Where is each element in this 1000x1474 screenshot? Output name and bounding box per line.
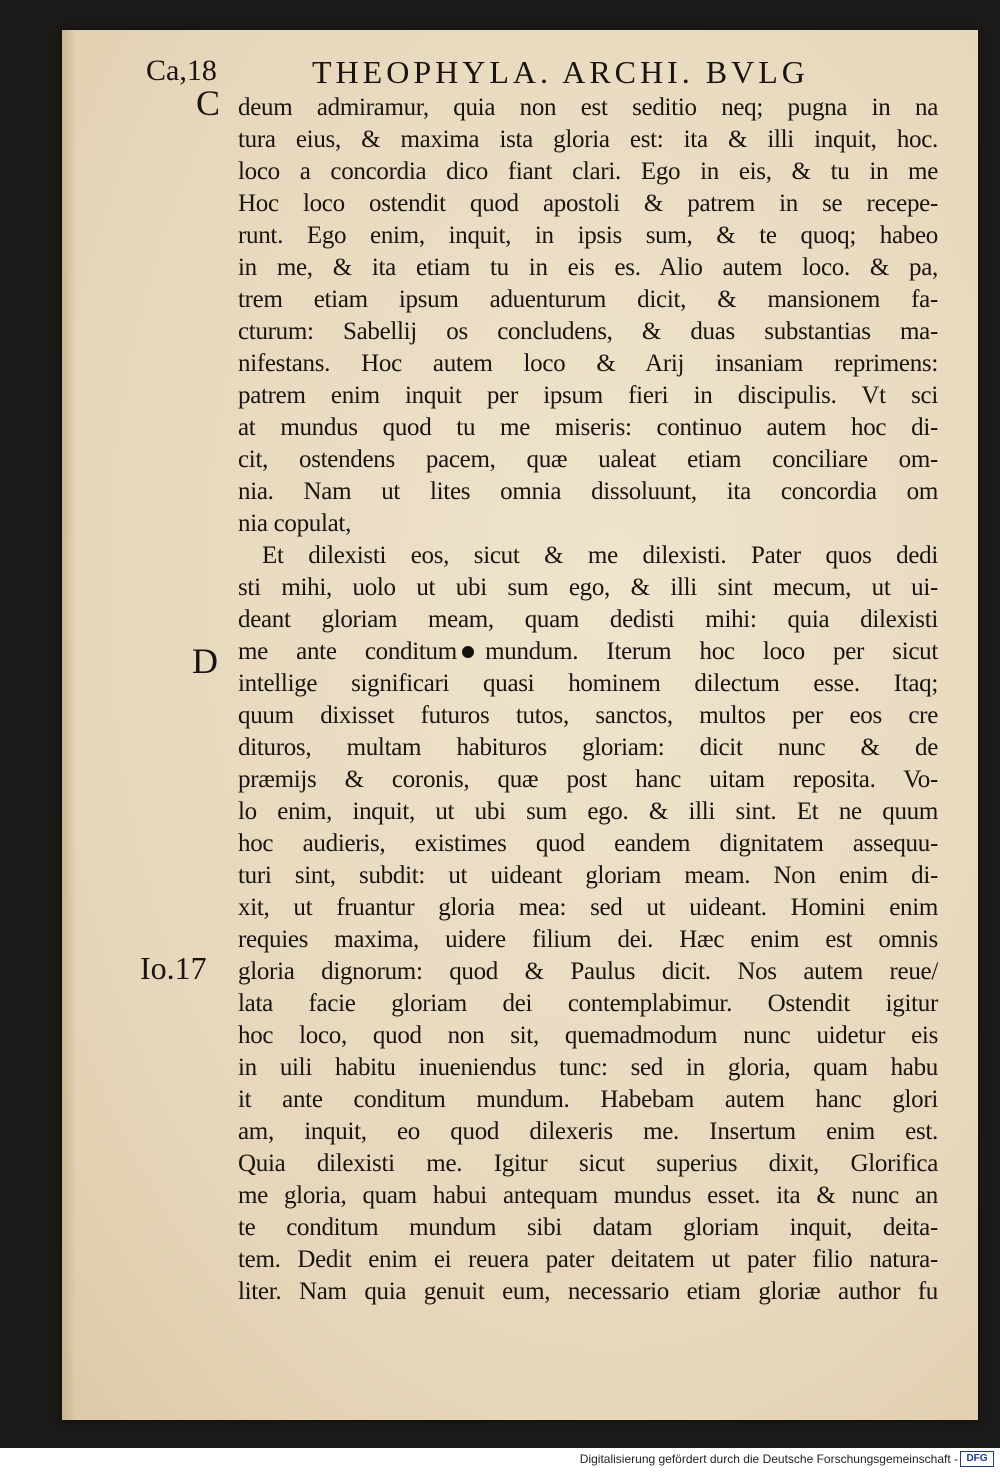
text-line: tem. Dedit enim ei reuera pater deitatem ut pater filio natura- xyxy=(238,1246,938,1273)
body-text xyxy=(238,92,938,1308)
text-line: loco a concordia dico fiant clari. Ego in eis, & tu in me xyxy=(238,158,938,185)
text-line: am, inquit, eo quod dilexeris me. Insertum enim est. xyxy=(238,1118,938,1145)
text-line: me ante conditum mundum. Iterum hoc loco per sicut xyxy=(238,638,938,665)
text-line: cit, ostendens pacem, quæ ualeat etiam conciliare om- xyxy=(238,446,938,473)
text-line: patrem enim inquit per ipsum fieri in discipulis. Vt sci xyxy=(238,382,938,409)
text-line: hoc audieris, existimes quod eandem dignitatem assequu- xyxy=(238,830,938,857)
text-line: requies maxima, uidere filium dei. Hæc enim est omnis xyxy=(238,926,938,953)
text-line: me gloria, quam habui antequam mundus esset. ita & nunc an xyxy=(238,1182,938,1209)
text-line: Quia dilexisti me. Igitur sicut superius dixit, Glorifica xyxy=(238,1150,938,1177)
text-line: lo enim, inquit, ut ubi sum ego. & illi sint. Et ne quum xyxy=(238,798,938,825)
text-line: sti mihi, uolo ut ubi sum ego, & illi sint mecum, ut ui- xyxy=(238,574,938,601)
text-line: nifestans. Hoc autem loco & Arij insaniam reprimens: xyxy=(238,350,938,377)
text-line: liter. Nam quia genuit eum, necessario etiam gloriæ author fu xyxy=(238,1278,938,1305)
text-line: dituros, multam habituros gloriam: dicit nunc & de xyxy=(238,734,938,761)
text-line: in uili habitu inueniendus tunc: sed in gloria, quam habu xyxy=(238,1054,938,1081)
text-line: nia copulat, xyxy=(238,510,352,537)
text-line: nia. Nam ut lites omnia dissoluunt, ita concordia om xyxy=(238,478,938,505)
text-line: cturum: Sabellij os concludens, & duas substantias ma- xyxy=(238,318,938,345)
text-line: xit, ut fruantur gloria mea: sed ut uideant. Homini enim xyxy=(238,894,938,921)
text-line: Et dilexisti eos, sicut & me dilexisti. Pater quos dedi xyxy=(262,542,938,569)
text-line: præmijs & coronis, quæ post hanc uitam reposita. Vo- xyxy=(238,766,938,793)
page-gutter-shadow xyxy=(62,30,76,1420)
text-line: te conditum mundum sibi datam gloriam inquit, deita- xyxy=(238,1214,938,1241)
text-line: gloria dignorum: quod & Paulus dicit. Nos autem reue/ xyxy=(238,958,938,985)
text-line: tura eius, & maxima ista gloria est: ita & illi inquit, hoc. xyxy=(238,126,938,153)
text-line: lata facie gloriam dei contemplabimur. Ostendit igitur xyxy=(238,990,938,1017)
running-title: THEOPHYLA. ARCHI. BVLG xyxy=(312,54,809,90)
text-line: quum dixisset futuros tutos, sanctos, multos per eos cre xyxy=(238,702,938,729)
text-line: trem etiam ipsum aduenturum dicit, & mansionem fa- xyxy=(238,286,938,313)
text-line: Hoc loco ostendit quod apostoli & patrem in se recepe- xyxy=(238,190,938,217)
text-line: hoc loco, quod non sit, quemadmodum nunc uidetur eis xyxy=(238,1022,938,1049)
funding-credit: Digitalisierung gefördert durch die Deutsche Forschungsgemeinschaft - xyxy=(579,1452,958,1466)
text-line: turi sint, subdit: ut uideant gloriam meam. Non enim di- xyxy=(238,862,938,889)
text-line: intellige significari quasi hominem dilectum esse. Itaq; xyxy=(238,670,938,697)
margin-letter-d: D xyxy=(192,641,218,681)
text-line: deum admiramur, quia non est seditio neq; pugna in na xyxy=(238,94,938,121)
margin-letter-c: C xyxy=(196,83,221,123)
text-line: at mundus quod tu me miseris: continuo autem hoc di- xyxy=(238,414,938,441)
page-number: Ca,18 xyxy=(146,54,217,87)
text-line: it ante conditum mundum. Habebam autem hanc glori xyxy=(238,1086,938,1113)
text-line: in me, & ita etiam tu in eis es. Alio autem loco. & pa, xyxy=(238,254,938,281)
text-line: runt. Ego enim, inquit, in ipsis sum, & te quoq; habeo xyxy=(238,222,938,249)
page-header xyxy=(0,54,1000,94)
margin-reference: Io.17 xyxy=(140,950,207,986)
dfg-logo: DFG xyxy=(960,1451,994,1467)
text-line: deant gloriam meam, quam dedisti mihi: quia dilexisti xyxy=(238,606,938,633)
